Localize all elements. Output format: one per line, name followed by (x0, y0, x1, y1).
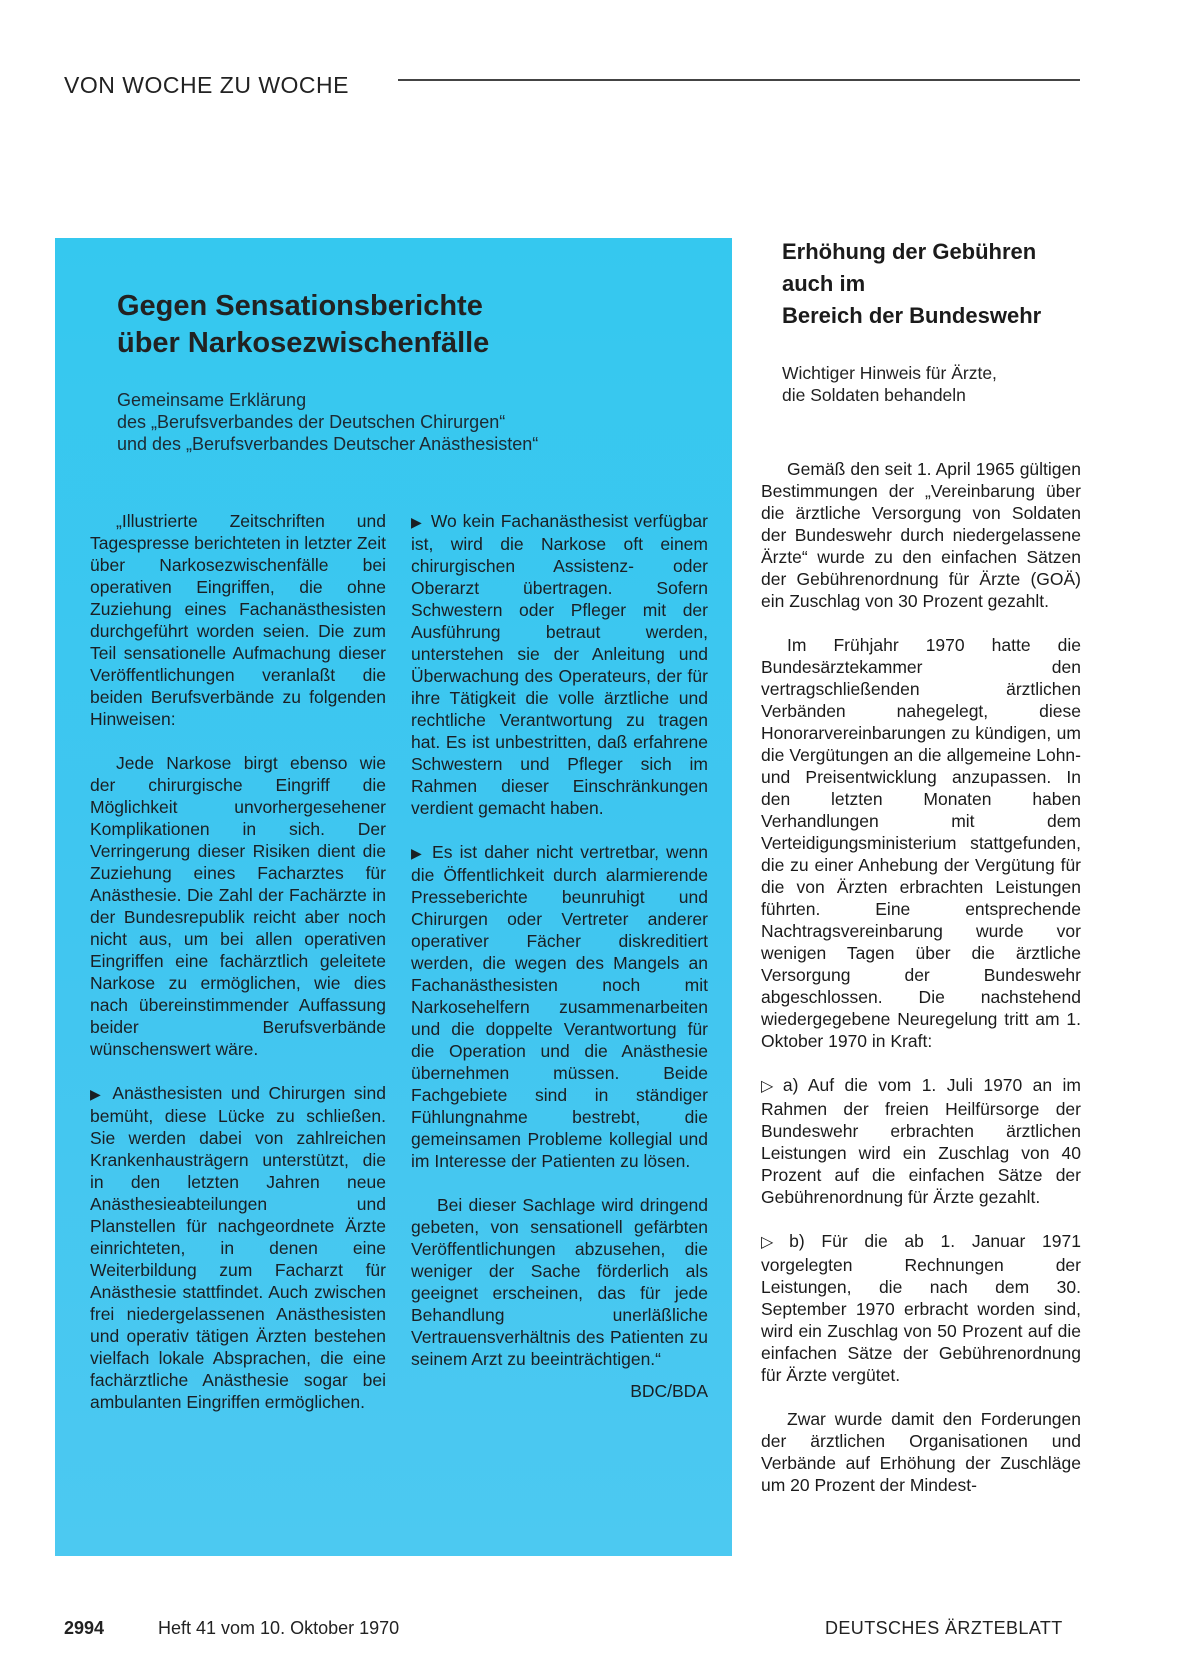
journal-name: DEUTSCHES ÄRZTEBLATT (825, 1618, 1063, 1638)
bullet-triangle-icon: ▶ (411, 514, 423, 530)
bullet-triangle-icon: ▶ (411, 845, 425, 861)
right-title-line: Erhöhung der Gebühren (782, 239, 1037, 264)
open-triangle-icon: ▷ (761, 1078, 779, 1095)
left-title-line: Gegen Sensationsberichte (117, 290, 483, 322)
paragraph (90, 1082, 386, 1413)
subtitle-line: die Soldaten behandeln (782, 385, 966, 405)
paragraph: Zwar wurde damit den Forderungen der ärztlichen Organisationen und Verbände auf Erhöhung der Zuschläge um 20 Prozent der Mindest- (761, 1409, 1081, 1495)
right-title-line: Bereich der Bundeswehr (782, 303, 1042, 328)
issue-info: Heft 41 vom 10. Oktober 1970 (158, 1618, 400, 1638)
paragraph (411, 510, 708, 819)
paragraph: Gemäß den seit 1. April 1965 gültigen Bestimmungen der „Vereinbarung über die ärztliche Versorgung von Soldaten der Bundeswehr durch niedergelassene Ärzte“ wurde zu den einfachen Sätzen der Gebührenordnung für Ärzte (GOÄ) ein Zuschlag von 30 Prozent gezahlt. (761, 459, 1081, 611)
paragraph: Bei dieser Sachlage wird dringend gebeten, von sensationell gefärbten Veröffentlichungen abzusehen, die weniger der Sache förderlich als geeignet erscheinen, das für jede Behandlung unerläßliche Vertrauensverhältnis des Patienten zu seinem Arzt zu beeinträchtigen.“ (411, 1195, 708, 1369)
intro-line: Gemeinsame Erklärung (117, 390, 307, 410)
page-number: 2994 (64, 1618, 105, 1638)
signature: BDC/BDA (630, 1381, 708, 1401)
paragraph-text: Anästhesisten und Chirurgen sind bemüht, diese Lücke zu schließen. Sie werden dabei von zahlreichen Krankenhausträgern unterstützt, die in den letzten Jahren neue Anästhesieabteilungen und Planstellen für nachgeordnete Ärzte einrichteten, in denen eine Weiterbildung zum Facharzt für Anästhesie stattfindet. Auch zwischen frei niedergelassenen Anästhesisten und operativ tätigen Ärzten bestehen vielfach lokale Absprachen, die eine fachärztliche Anästhesie sogar bei ambulanten Eingriffen ermöglichen. (90, 1083, 386, 1412)
left-article-column-1 (90, 510, 386, 1435)
paragraph-text: Es ist daher nicht vertretbar, wenn die Öffentlichkeit durch alarmierende Presseberichte beunruhigt und Chirurgen oder Vertreter anderer operativer Fächer diskreditiert werden, die wegen des Mangels an Fachanästhesisten noch mit Narkosehelfern zusammenarbeiten und die doppelte Verantwortung für die Operation und die Anästhesie übernehmen müssen. Beide Fachgebiete sind in ständiger Fühlungnahme bestrebt, die gemeinsamen Probleme kollegial und im Interesse der Patienten zu lösen. (411, 842, 708, 1171)
section-header: VON WOCHE ZU WOCHE (64, 72, 349, 98)
intro-line: und des „Berufsverbandes Deutscher Anästhesisten“ (117, 434, 539, 454)
intro-line: des „Berufsverbandes der Deutschen Chirurgen“ (117, 412, 506, 432)
right-article-column (761, 458, 1081, 1518)
left-article-intro (117, 389, 717, 455)
paragraph-text: a) Auf die vom 1. Juli 1970 an im Rahmen der freien Heilfürsorge der Bundeswehr erbrachten ärztlichen Leistungen wird ein Zuschlag von 40 Prozent auf die einfachen Sätze der Gebührenordnung für Ärzte gezahlt. (761, 1075, 1081, 1207)
right-title-line: auch im (782, 271, 866, 296)
paragraph (761, 1074, 1081, 1208)
paragraph: „Illustrierte Zeitschriften und Tagespresse berichteten in letzter Zeit über Narkosezwischenfälle bei operativen Eingriffen, die ohne Zuziehung eines Fachanästhesisten durchgeführt worden seien. Die zum Teil sensationelle Aufmachung dieser Veröffentlichungen veranlaßt die beiden Berufsverbände zu folgenden Hinweisen: (90, 511, 386, 729)
left-title-line: über Narkosezwischenfälle (117, 327, 490, 359)
paragraph-text: Wo kein Fachanästhesist verfügbar ist, wird die Narkose oft einem chirurgischen Assistenz- oder Oberarzt übertragen. Sofern Schwestern oder Pfleger mit der Ausführung betraut werden, unterstehen sie der Anleitung und Überwachung des Operateurs, der für ihre Tätigkeit die volle ärztliche und rechtliche Verantwortung zu tragen hat. Es ist unbestritten, daß erfahrene Schwestern und Pfleger sich im Rahmen dieser Einschränkungen verdient gemacht haben. (411, 511, 708, 818)
paragraph (761, 1230, 1081, 1386)
left-article-column-2 (411, 510, 708, 1424)
header-rule (398, 79, 1080, 81)
paragraph: Im Frühjahr 1970 hatte die Bundesärztekammer den vertragschließenden ärztlichen Verbänden nahegelegt, diese Honorarvereinbarungen zu kündigen, um die Vergütungen an die allgemeine Lohn- und Preisentwicklung anzupassen. In den letzten Monaten haben Verhandlungen mit dem Verteidigungsministerium stattgefunden, die zu einer Anhebung der Vergütung für die von Ärzten erbrachten Leistungen führten. Eine entsprechende Nachtragsvereinbarung wurde vor wenigen Tagen über die ärztliche Versorgung der Bundeswehr abgeschlossen. Die nachstehend wiedergegebene Neuregelung tritt am 1. Oktober 1970 in Kraft: (761, 635, 1081, 1051)
right-article-subtitle (782, 362, 1102, 406)
open-triangle-icon: ▷ (761, 1234, 786, 1251)
paragraph-text: b) Für die ab 1. Januar 1971 vorgelegten Rechnungen der Leistungen, die nach dem 30. September 1970 erbracht worden sind, wird ein Zuschlag von 50 Prozent auf die einfachen Sätze der Gebührenordnung für Ärzte vergütet. (761, 1231, 1081, 1385)
subtitle-line: Wichtiger Hinweis für Ärzte, (782, 363, 997, 383)
right-article-title (782, 236, 1102, 332)
paragraph (411, 841, 708, 1172)
left-article-title (117, 288, 697, 362)
paragraph: Jede Narkose birgt ebenso wie der chirurgische Eingriff die Möglichkeit unvorhergesehener Komplikationen in sich. Der Verringerung dieser Risiken dient die Zuziehung eines Facharztes für Anästhesie. Die Zahl der Fachärzte in der Bundesrepublik reicht aber noch nicht aus, um bei allen operativen Eingriffen eine fachärztlich geleitete Narkose zu ermöglichen, wie dies nach übereinstimmender Auffassung beider Berufsverbände wünschenswert wäre. (90, 753, 386, 1059)
bullet-triangle-icon: ▶ (90, 1086, 105, 1102)
